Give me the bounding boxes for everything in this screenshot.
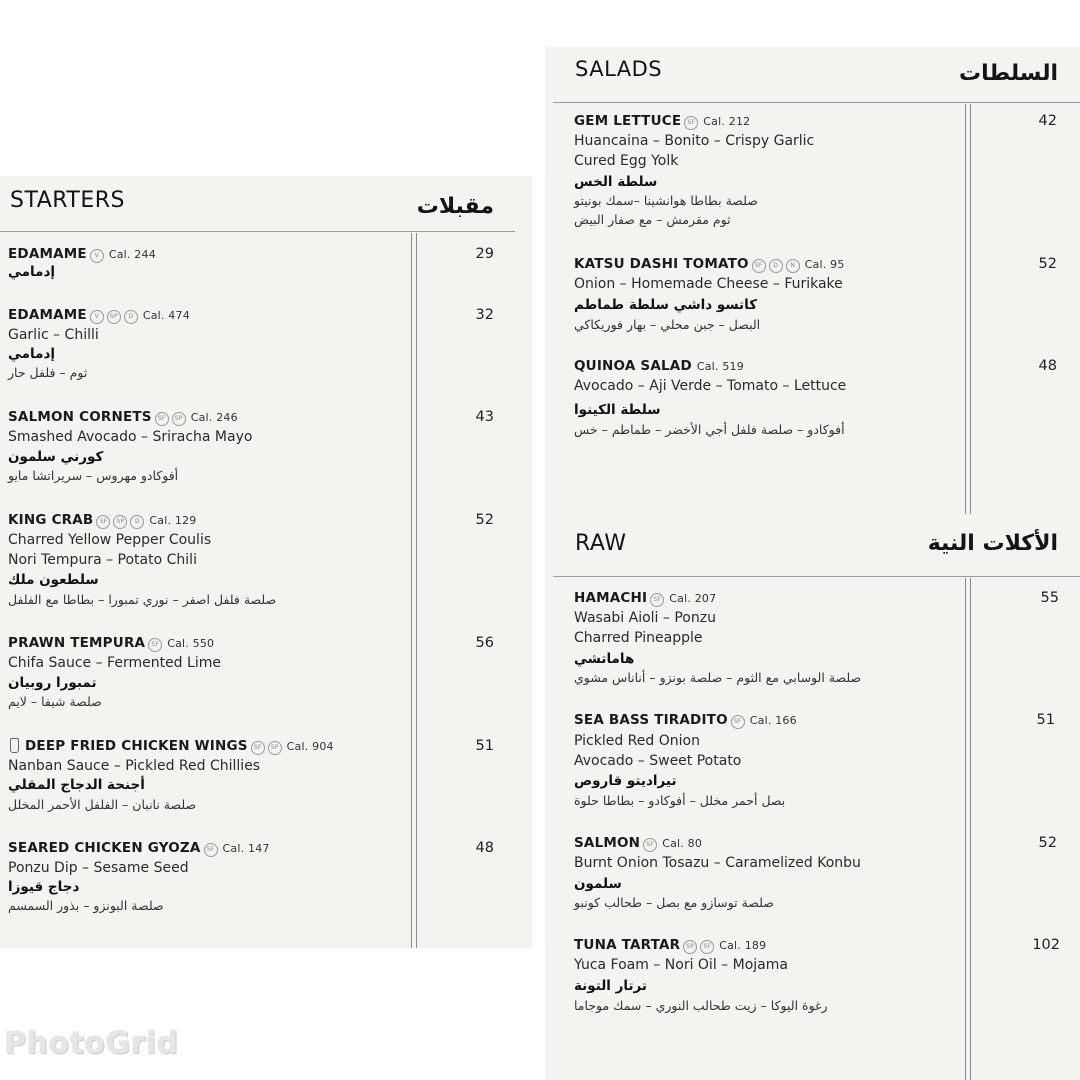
menu-item-description: Nori Tempura – Potato Chili [8, 552, 197, 568]
menu-item-description: Charred Yellow Pepper Coulis [8, 532, 212, 548]
calories: Cal. 904 [286, 740, 334, 753]
menu-item-description: Avocado – Aji Verde – Tomato – Lettuce [574, 378, 847, 394]
dietary-badge: D [124, 310, 138, 324]
menu-item-price: 48 [1038, 358, 1057, 374]
menu-item-description: Nanban Sauce – Pickled Red Chillies [8, 758, 261, 774]
dietary-badge: SF [643, 838, 657, 852]
menu-item-description-ar: البصل – جبن محلي – بهار فوريكاكي [574, 317, 761, 332]
menu-item-description: Onion – Homemade Cheese – Furikake [574, 276, 843, 292]
menu-item-price: 52 [475, 512, 494, 528]
menu-item-name: EDAMAME V Cal. 244 [8, 246, 156, 262]
dietary-badge: SP [683, 940, 697, 954]
menu-item-price: 29 [475, 246, 494, 262]
menu-item-description: Cured Egg Yolk [574, 153, 679, 169]
menu-item-description-ar: صلصة البونزو – بذور السمسم [8, 898, 164, 913]
menu-item-description-ar: صلصة نانبان – الفلفل الأحمر المخلل [8, 797, 197, 812]
menu-item-description: Garlic – Chilli [8, 327, 99, 343]
menu-item-name: PRAWN TEMPURA SF Cal. 550 [8, 635, 215, 651]
dietary-badge: SF [700, 940, 714, 954]
salads-title-en: SALADS [575, 57, 663, 81]
menu-item-description: Huancaina – Bonito – Crispy Garlic [574, 133, 815, 149]
menu-item-name: GEM LETTUCE SF Cal. 212 [574, 113, 751, 129]
menu-item-name: SEARED CHICKEN GYOZA SF Cal. 147 [8, 840, 270, 856]
calories: Cal. 189 [719, 939, 767, 952]
dietary-badge: SF [731, 715, 745, 729]
menu-item-price: 32 [475, 307, 494, 323]
menu-item-name: QUINOA SALAD Cal. 519 [574, 358, 744, 374]
menu-item-name-ar: تمبورا روبيان [8, 675, 97, 691]
menu-item-description-ar: بصل أحمر مخلل – أفوكادو – بطاطا حلوة [574, 793, 786, 808]
raw-title-ar: الأكلات النية [927, 531, 1058, 556]
menu-item-name-ar: إدمامي [8, 264, 55, 280]
calories: Cal. 95 [804, 258, 845, 271]
menu-item-description-ar: أفوكادو مهروس – سريراتشا مايو [8, 468, 179, 483]
photogrid-watermark: PhotoGrid [4, 1026, 179, 1061]
menu-item-name-ar: سلطعون ملك [8, 572, 99, 588]
menu-item-price: 52 [1038, 835, 1057, 851]
menu-item-description: Charred Pineapple [574, 630, 703, 646]
menu-item-description: Wasabi Aioli – Ponzu [574, 610, 716, 626]
menu-item-name: HAMACHI SF Cal. 207 [574, 590, 717, 606]
salads-column-divider [965, 104, 966, 514]
menu-item-description-ar: صلصة شيفا – لايم [8, 694, 102, 709]
starters-header-divider [0, 231, 515, 232]
menu-item-description: Pickled Red Onion [574, 733, 700, 749]
spicy-bottle-icon [10, 738, 19, 753]
salads-header-divider [553, 102, 1080, 103]
menu-item-description-ar: صلصة الوسابي مع الثوم – صلصة بونزو – أناناس مشوي [574, 670, 862, 685]
menu-item-name: KING CRAB SF SP D Cal. 129 [8, 512, 197, 528]
menu-item-name-ar: ترتار التونة [574, 978, 648, 994]
calories: Cal. 244 [108, 248, 156, 261]
dietary-badge: D [130, 515, 144, 529]
starters-title-en: STARTERS [10, 188, 126, 213]
menu-item-description: Yuca Foam – Nori Oil – Mojama [574, 957, 788, 973]
dietary-badge: SF [752, 259, 766, 273]
dietary-badge: V [90, 310, 104, 324]
raw-title-en: RAW [575, 531, 627, 556]
dietary-badge: SP [268, 741, 282, 755]
menu-item-description-ar: ثوم – فلفل حار [8, 365, 88, 380]
dietary-badge: SF [96, 515, 110, 529]
menu-item-description: Chifa Sauce – Fermented Lime [8, 655, 221, 671]
salads-raw-menu-panel [545, 47, 1080, 1080]
raw-header [545, 521, 1080, 577]
menu-item-description-ar: ثوم مقرمش – مع صفار البيض [574, 212, 731, 227]
starters-column-divider-2 [416, 233, 417, 948]
menu-item-description: Burnt Onion Tosazu – Caramelized Konbu [574, 855, 861, 871]
menu-item-name-ar: دجاج قيوزا [8, 879, 80, 895]
salads-column-divider-2 [970, 104, 971, 514]
menu-item-description-ar: صلصة فلفل اصفر – نوري تمبورا – بطاطا مع الفلفل [8, 592, 277, 607]
menu-item-name-ar: سلطة الخس [574, 174, 658, 190]
calories: Cal. 246 [190, 411, 238, 424]
calories: Cal. 129 [149, 514, 197, 527]
menu-item-price: 55 [1040, 590, 1059, 606]
raw-column-divider [965, 578, 966, 1080]
calories: Cal. 212 [703, 115, 751, 128]
dietary-badge: SF [251, 741, 265, 755]
dietary-badge: SF [684, 116, 698, 130]
dietary-badge: SF [155, 412, 169, 426]
menu-item-price: 43 [475, 409, 494, 425]
menu-item-price: 102 [1032, 937, 1060, 953]
menu-item-price: 51 [1036, 712, 1055, 728]
menu-item-name-ar: كاتسو داشي سلطة طماطم [574, 297, 758, 313]
menu-item-description-ar: صلصة بطاطا هوانشينا –سمك بونيتو [574, 193, 758, 208]
menu-item-name-ar: سلطة الكينوا [574, 402, 661, 418]
menu-item-name: SALMON SF Cal. 80 [574, 835, 703, 851]
salads-header [545, 47, 1080, 103]
menu-item-name-ar: كورني سلمون [8, 449, 104, 465]
menu-item-name: SEA BASS TIRADITO SF Cal. 166 [574, 712, 797, 728]
menu-item-price: 51 [475, 738, 494, 754]
dietary-badge: N [786, 259, 800, 273]
menu-item-price: 52 [1038, 256, 1057, 272]
dietary-badge: SP [113, 515, 127, 529]
calories: Cal. 519 [696, 360, 744, 373]
menu-item-price: 48 [475, 840, 494, 856]
starters-menu-panel [0, 176, 532, 948]
calories: Cal. 147 [222, 842, 270, 855]
calories: Cal. 207 [669, 592, 717, 605]
menu-item-description-ar: صلصة توسازو مع بصل – طحالب كونبو [574, 895, 774, 910]
raw-column-divider-2 [970, 578, 971, 1080]
starters-title-ar: مقبلات [416, 194, 494, 219]
calories: Cal. 166 [749, 714, 797, 727]
dietary-badge: V [90, 249, 104, 263]
menu-item-name-ar: تيراديتو قاروص [574, 773, 677, 789]
dietary-badge: D [769, 259, 783, 273]
calories: Cal. 474 [142, 309, 190, 322]
menu-item-description: Avocado – Sweet Potato [574, 753, 742, 769]
menu-item-price: 42 [1038, 113, 1057, 129]
menu-item-description-ar: أفوكادو – صلصة فلفل أجي الأخضر – طماطم – خس [574, 422, 845, 437]
dietary-badge: SF [204, 843, 218, 857]
menu-item-description-ar: رغوة اليوكا – زيت طحالب النوري – سمك موجاما [574, 998, 828, 1013]
menu-item-price: 56 [475, 635, 494, 651]
menu-item-description: Ponzu Dip – Sesame Seed [8, 860, 189, 876]
menu-item-name-ar: سلمون [574, 876, 622, 892]
menu-item-name: DEEP FRIED CHICKEN WINGS SF SP Cal. 904 [25, 738, 334, 754]
dietary-badge: SP [107, 310, 121, 324]
menu-item-name: EDAMAME V SP D Cal. 474 [8, 307, 190, 323]
menu-item-description: Smashed Avocado – Sriracha Mayo [8, 429, 253, 445]
calories: Cal. 550 [167, 637, 215, 650]
raw-header-divider [553, 576, 1080, 577]
dietary-badge: SF [650, 593, 664, 607]
menu-item-name: SALMON CORNETS SF SP Cal. 246 [8, 409, 238, 425]
menu-item-name: TUNA TARTAR SP SF Cal. 189 [574, 937, 767, 953]
calories: Cal. 80 [662, 837, 703, 850]
dietary-badge: SP [172, 412, 186, 426]
menu-item-name: KATSU DASHI TOMATO SF D N Cal. 95 [574, 256, 845, 272]
menu-item-name-ar: هاماتشي [574, 651, 635, 667]
menu-item-name-ar: أجنحة الدجاج المقلي [8, 777, 145, 793]
starters-header [0, 176, 532, 232]
salads-title-ar: السلطات [959, 61, 1058, 86]
menu-item-name-ar: إدمامي [8, 346, 55, 362]
dietary-badge: SF [148, 638, 162, 652]
starters-column-divider [411, 233, 412, 948]
